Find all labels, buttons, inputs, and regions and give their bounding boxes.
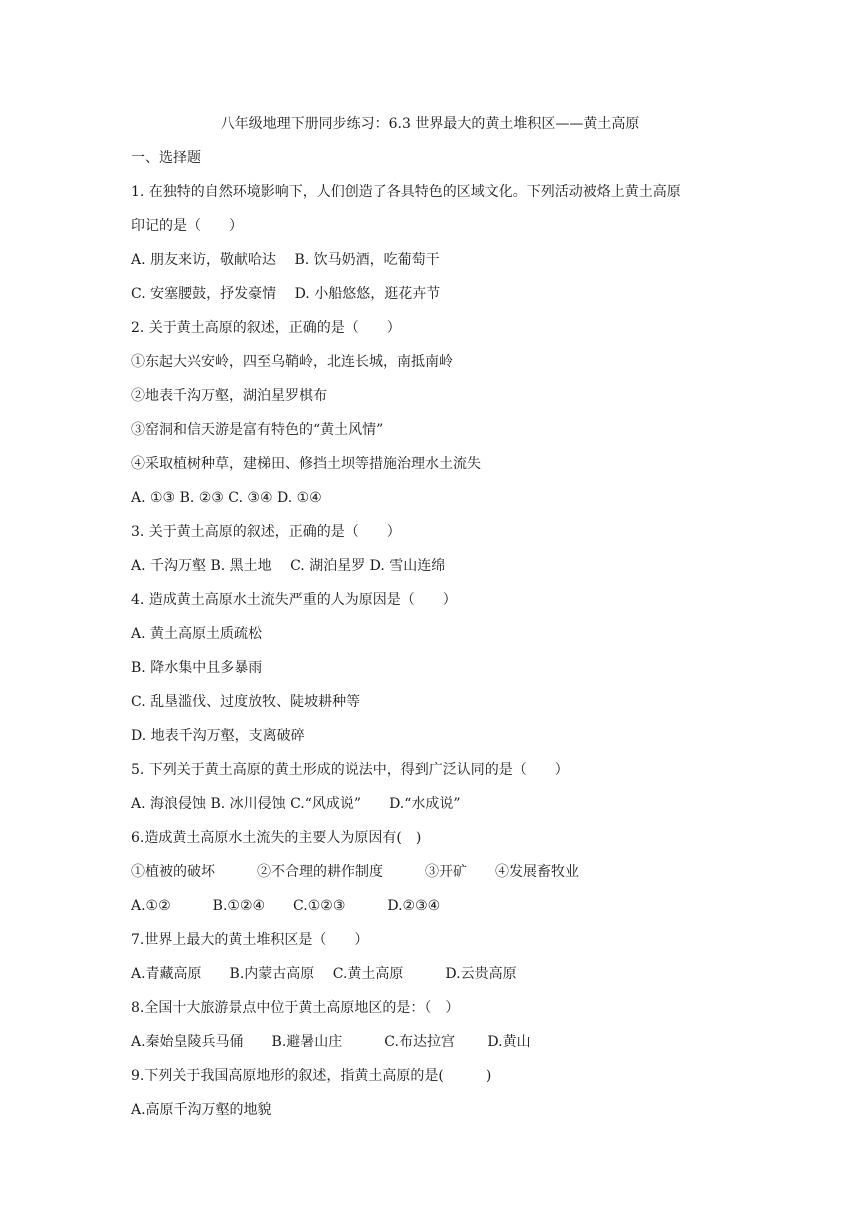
question-7-stem: 7.世界上最大的黄土堆积区是（ ） (131, 932, 369, 948)
question-4-option-c: C. 乱垦滥伐、过度放牧、陡坡耕种等 (131, 694, 361, 710)
question-6-options: A.①② B.①②④ C.①②③ D.②③④ (131, 898, 441, 914)
question-1-stem-cont: 印记的是（ ） (131, 218, 243, 234)
question-2-statement-4: ④采取植树种草，建梯田、修挡土坝等措施治理水土流失 (131, 456, 481, 472)
question-3-stem: 3. 关于黄土高原的叙述，正确的是（ ） (131, 524, 401, 540)
question-3-options: A. 千沟万壑 B. 黑土地 C. 湖泊星罗 D. 雪山连绵 (131, 558, 446, 574)
question-1-stem: 1. 在独特的自然环境影响下，人们创造了各具特色的区域文化。下列活动被烙上黄土高原 (131, 184, 681, 200)
question-9-stem: 9.下列关于我国高原地形的叙述，指黄土高原的是( ) (131, 1068, 492, 1084)
question-2-stem: 2. 关于黄土高原的叙述，正确的是（ ） (131, 320, 401, 336)
document-title: 八年级地理下册同步练习：6.3 世界最大的黄土堆积区——黄土高原 (220, 116, 640, 132)
question-6-stem: 6.造成黄土高原水土流失的主要人为原因有( ) (131, 830, 422, 846)
question-4-option-d: D. 地表千沟万壑，支离破碎 (131, 728, 305, 744)
question-8-stem: 8.全国十大旅游景点中位于黄土高原地区的是：（ ） (131, 1000, 460, 1016)
question-1-options-ab: A. 朋友来访，敬献哈达 B. 饮马奶酒，吃葡萄干 (131, 252, 440, 268)
section-heading: 一、选择题 (131, 150, 201, 166)
question-8-options: A.秦始皇陵兵马俑 B.避暑山庄 C.布达拉宫 D.黄山 (131, 1034, 531, 1050)
question-2-options: A. ①③ B. ②③ C. ③④ D. ①④ (131, 490, 322, 506)
question-5-options: A. 海浪侵蚀 B. 冰川侵蚀 C.“风成说” D.“水成说” (131, 796, 461, 812)
question-2-statement-3: ③窑洞和信天游是富有特色的“黄土风情” (131, 422, 384, 438)
question-9-option-a: A.高原千沟万壑的地貌 (131, 1102, 272, 1118)
question-4-option-a: A. 黄土高原土质疏松 (131, 626, 263, 642)
question-4-option-b: B. 降水集中且多暴雨 (131, 660, 263, 676)
question-5-stem: 5. 下列关于黄土高原的黄土形成的说法中，得到广泛认同的是（ ） (131, 762, 569, 778)
question-4-stem: 4. 造成黄土高原水土流失严重的人为原因是（ ） (131, 592, 457, 608)
question-2-statement-1: ①东起大兴安岭，四至乌鞘岭，北连长城，南抵南岭 (131, 354, 453, 370)
question-6-statements: ①植被的破坏 ②不合理的耕作制度 ③开矿 ④发展畜牧业 (131, 864, 579, 880)
question-1-options-cd: C. 安塞腰鼓，抒发豪情 D. 小船悠悠，逛花卉节 (131, 286, 441, 302)
question-2-statement-2: ②地表千沟万壑，湖泊星罗棋布 (131, 388, 327, 404)
question-7-options: A.青藏高原 B.内蒙古高原 C.黄土高原 D.云贵高原 (131, 966, 517, 982)
